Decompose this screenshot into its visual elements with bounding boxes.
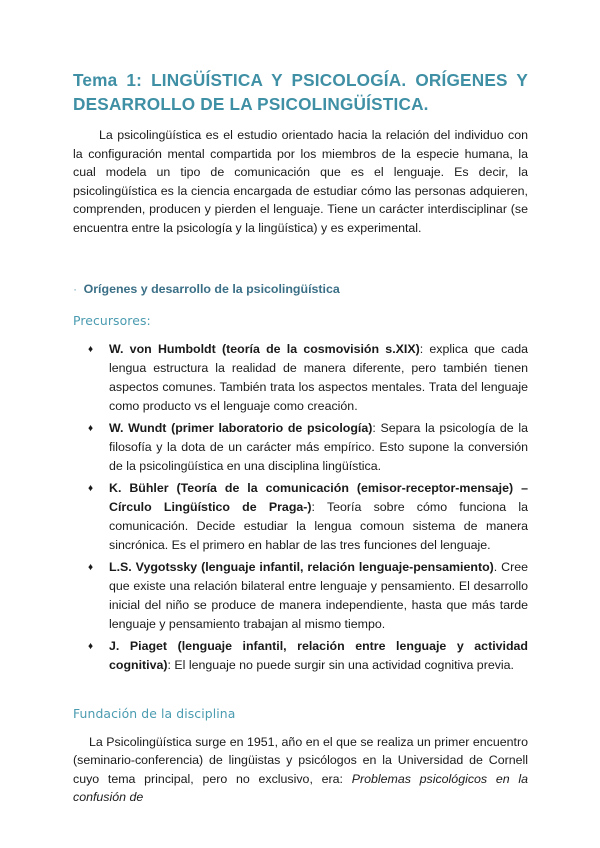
- section-heading-text: Orígenes y desarrollo de la psicolingüística: [83, 281, 340, 296]
- list-item: [88, 558, 528, 634]
- diamond-bullet-icon: ♦: [88, 343, 94, 355]
- precursor-name: W. von Humboldt (teoría de la cosmovisión s.XIX): [109, 341, 420, 356]
- fundacion-heading: Fundación de la disciplina: [73, 705, 236, 721]
- page-title: Tema 1: LINGÜÍSTICA Y PSICOLOGÍA. ORÍGENES Y DESARROLLO DE LA PSICOLINGÜÍSTICA.: [73, 70, 528, 114]
- list-item: [88, 419, 528, 476]
- precursor-description: : Separa la psicología de la filosofía y la dota de un carácter más empírico. Esto supone la conversión de la psicolingüística en una disciplina lingüística.: [109, 420, 528, 473]
- precursor-name: J. Piaget (lenguaje infantil, relación entre lenguaje y actividad cognitiva): [109, 638, 528, 672]
- precursores-list: [73, 340, 528, 675]
- diamond-bullet-icon: ♦: [88, 640, 94, 652]
- section-marker: ·: [73, 281, 78, 296]
- precursores-heading: Precursores:: [73, 312, 151, 328]
- intro-paragraph: La psicolingüística es el estudio orientado hacia la relación del individuo con la configuración mental compartida por los miembros de la especie humana, la cual modela un tipo de comunicación que es el lenguaje. Es decir, la psicolingüística es la ciencia encargada de estudiar cómo las personas adquieren, comprenden, producen y pierden el lenguaje. Tiene un carácter interdisciplinar (se encuentra entre la psicología y la lingüística) y es experimental.: [73, 128, 528, 235]
- diamond-bullet-icon: ♦: [88, 561, 94, 573]
- diamond-bullet-icon: ♦: [88, 422, 94, 434]
- list-item: [88, 479, 528, 555]
- list-item: [88, 637, 528, 675]
- fundacion-italic-title: Problemas psicológicos en la confusión de: [73, 771, 528, 805]
- fundacion-paragraph: [73, 733, 528, 807]
- diamond-bullet-icon: ♦: [88, 482, 94, 494]
- section-heading: [73, 280, 528, 298]
- precursor-description: : explica que cada lengua estructura la realidad de manera diferente, pero también tienen aspectos comunes. También trata los aspectos mentales. Trata del lenguaje como producto vs el lenguaje como creación.: [109, 341, 528, 413]
- precursor-description: : Teoría sobre cómo funciona la comunicación. Decide estudiar la lengua comoun sistema de manera sincrónica. Es el primero en hablar de las tres funciones del lenguaje.: [109, 499, 528, 552]
- fundacion-text: La Psicolingüística surge en 1951, año en el que se realiza un primer encuentro (seminario-conferencia) de lingüistas y psicólogos en la Universidad de Cornell cuyo tema principal, pero no exclusivo, era:: [73, 734, 528, 786]
- precursor-description: : El lenguaje no puede surgir sin una actividad cognitiva previa.: [167, 657, 514, 672]
- precursor-name: L.S. Vygotssky (lenguaje infantil, relación lenguaje-pensamiento): [109, 559, 494, 574]
- precursor-description: . Cree que existe una relación bilateral entre lenguaje y pensamiento. El desarrollo inicial del niño se produce de manera independiente, hasta que más tarde lenguaje y pensamiento trabajan al mismo tiempo.: [109, 559, 528, 631]
- list-item: [88, 340, 528, 416]
- precursor-name: K. Bühler (Teoría de la comunicación (emisor-receptor-mensaje) –Círculo Lingüístico de Praga-): [109, 480, 528, 514]
- precursor-name: W. Wundt (primer laboratorio de psicología): [109, 420, 373, 435]
